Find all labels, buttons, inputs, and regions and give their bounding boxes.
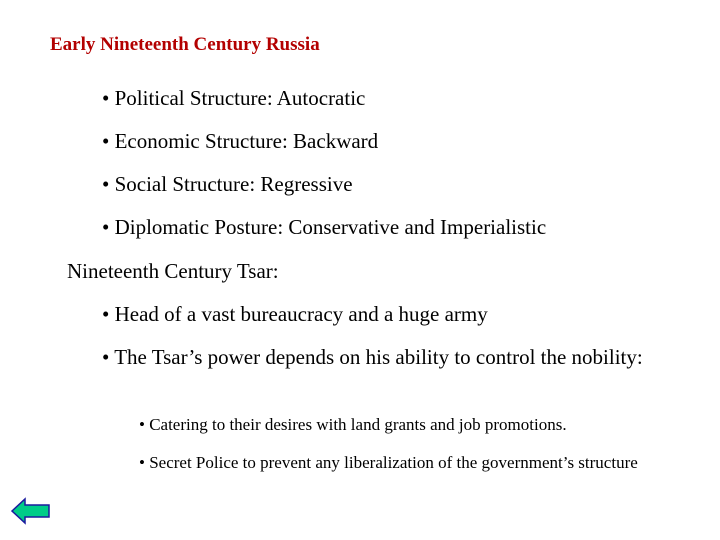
bullet-political-structure: • Political Structure: Autocratic (102, 86, 366, 110)
bullet-social-structure: • Social Structure: Regressive (102, 172, 353, 196)
bullet-diplomatic-posture: • Diplomatic Posture: Conservative and Imperialistic (102, 215, 547, 239)
bullet-economic-structure: • Economic Structure: Backward (102, 129, 379, 153)
back-button[interactable] (11, 497, 51, 525)
bullet-tsar-power: • The Tsar’s power depends on his ability to control the nobility: (102, 345, 643, 369)
bullet-bureaucracy-army: • Head of a vast bureaucracy and a huge army (102, 302, 488, 326)
sub-bullet-land-grants: • Catering to their desires with land grants and job promotions. (139, 415, 567, 434)
slide-title: Early Nineteenth Century Russia (50, 34, 320, 55)
sub-bullet-secret-police: • Secret Police to prevent any liberalization of the government’s structure (139, 453, 638, 472)
back-arrow-icon (11, 497, 51, 525)
tsar-heading: Nineteenth Century Tsar: (67, 259, 279, 283)
